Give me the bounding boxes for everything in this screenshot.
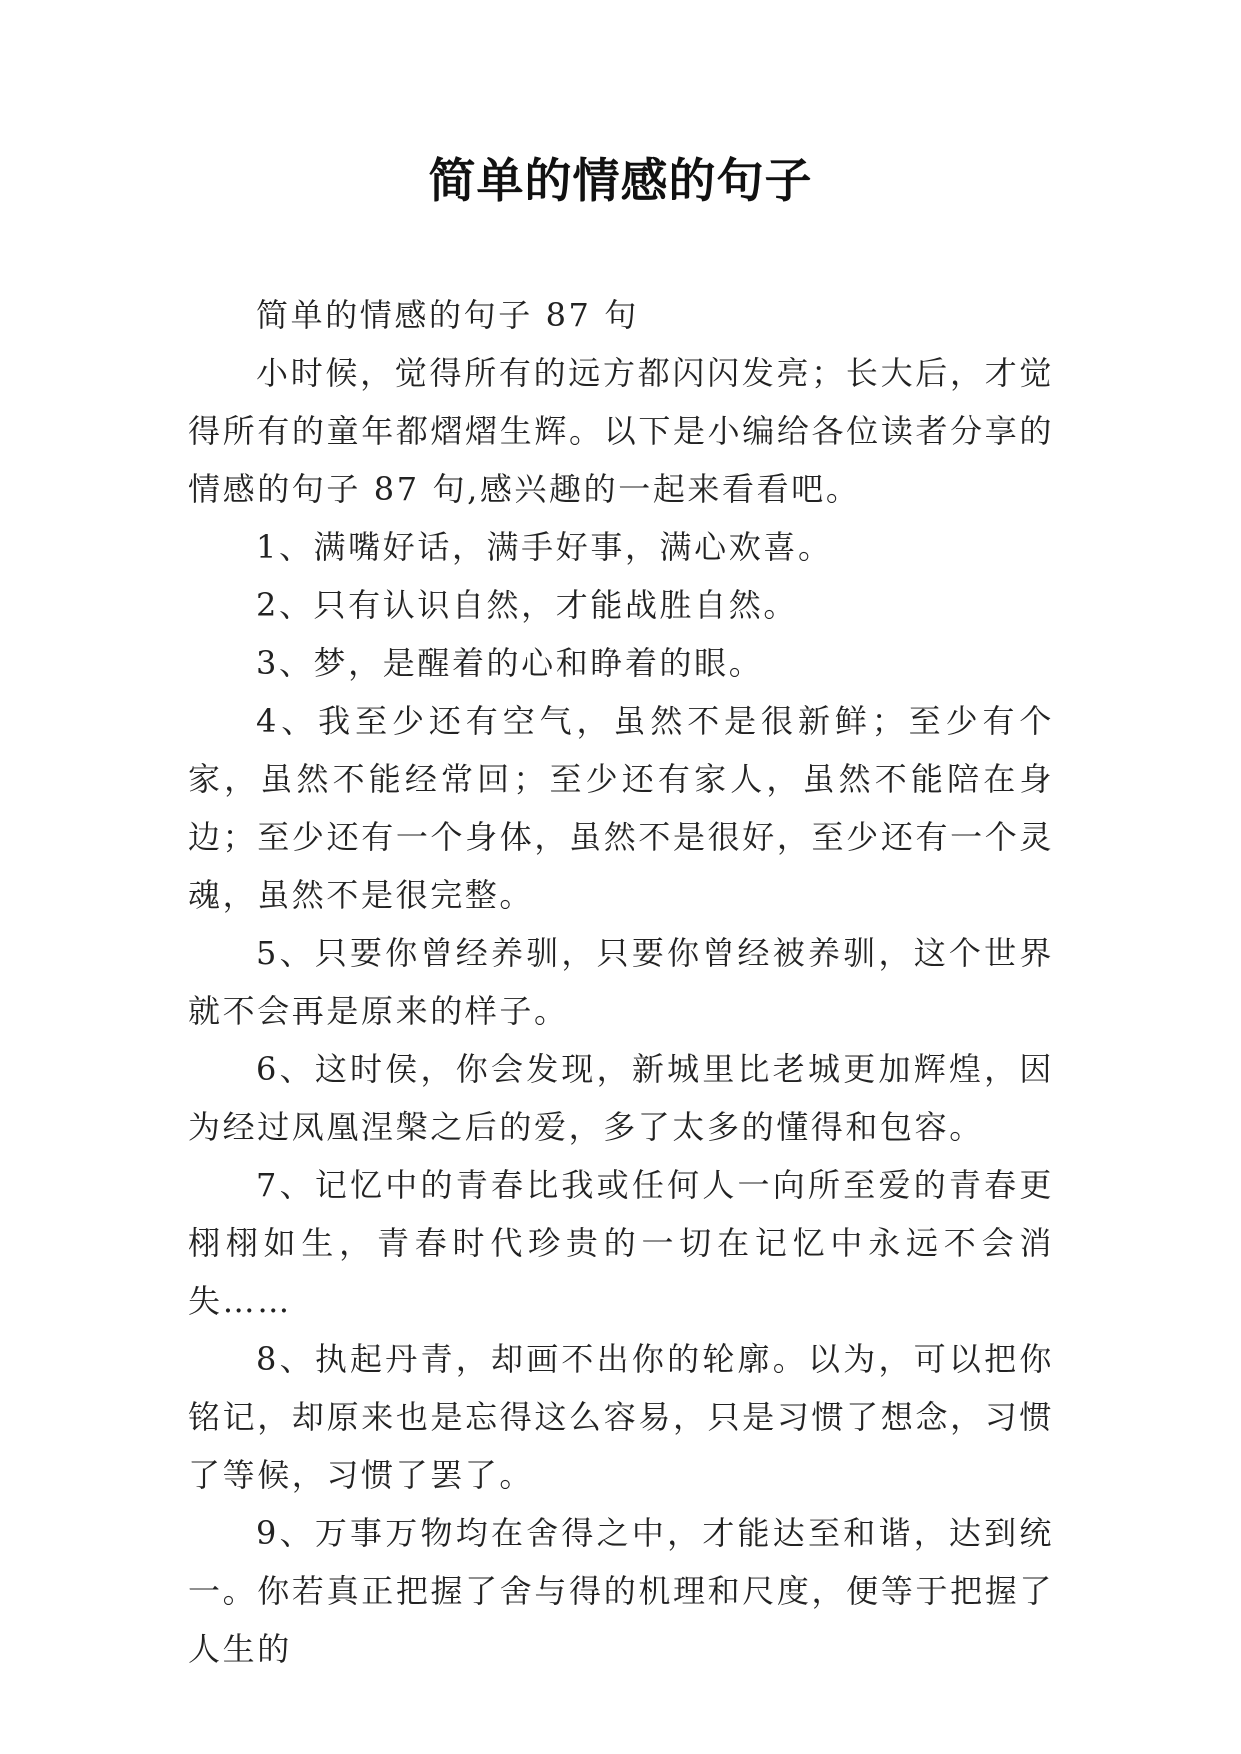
paragraph-item-1: 1、满嘴好话，满手好事，满心欢喜。 bbox=[256, 528, 833, 566]
paragraph-item-7: 7、记忆中的青春比我或任何人一向所至爱的青春更栩栩如生，青春时代珍贵的一切在记忆中永远不会消失…… bbox=[188, 1166, 1054, 1320]
paragraph-item-3: 3、梦，是醒着的心和睁着的眼。 bbox=[256, 644, 764, 682]
paragraph-item-9: 9、万事万物均在舍得之中，才能达至和谐，达到统一。你若真正把握了舍与得的机理和尺度，便等于把握了人生的 bbox=[188, 1514, 1054, 1668]
paragraph-subtitle: 简单的情感的句子 87 句 bbox=[256, 296, 639, 334]
paragraph-item-8: 8、执起丹青，却画不出你的轮廓。以为，可以把你铭记，却原来也是忘得这么容易，只是习惯了想念，习惯了等候，习惯了罢了。 bbox=[188, 1340, 1054, 1494]
paragraph-item-5: 5、只要你曾经养驯，只要你曾经被养驯，这个世界就不会再是原来的样子。 bbox=[188, 934, 1054, 1030]
document-body bbox=[188, 286, 1054, 1678]
paragraph-intro: 小时候，觉得所有的远方都闪闪发亮；长大后，才觉得所有的童年都熠熠生辉。以下是小编给各位读者分享的情感的句子 87 句,感兴趣的一起来看看吧。 bbox=[188, 354, 1054, 508]
paragraph-item-6: 6、这时侯，你会发现，新城里比老城更加辉煌，因为经过凤凰涅槃之后的爱，多了太多的懂得和包容。 bbox=[188, 1050, 1054, 1146]
paragraph-item-4: 4、我至少还有空气，虽然不是很新鲜；至少有个家，虽然不能经常回；至少还有家人，虽然不能陪在身边；至少还有一个身体，虽然不是很好，至少还有一个灵魂，虽然不是很完整。 bbox=[188, 702, 1054, 914]
paragraph-item-2: 2、只有认识自然，才能战胜自然。 bbox=[256, 586, 798, 624]
document-title: 简单的情感的句子 bbox=[428, 154, 813, 209]
